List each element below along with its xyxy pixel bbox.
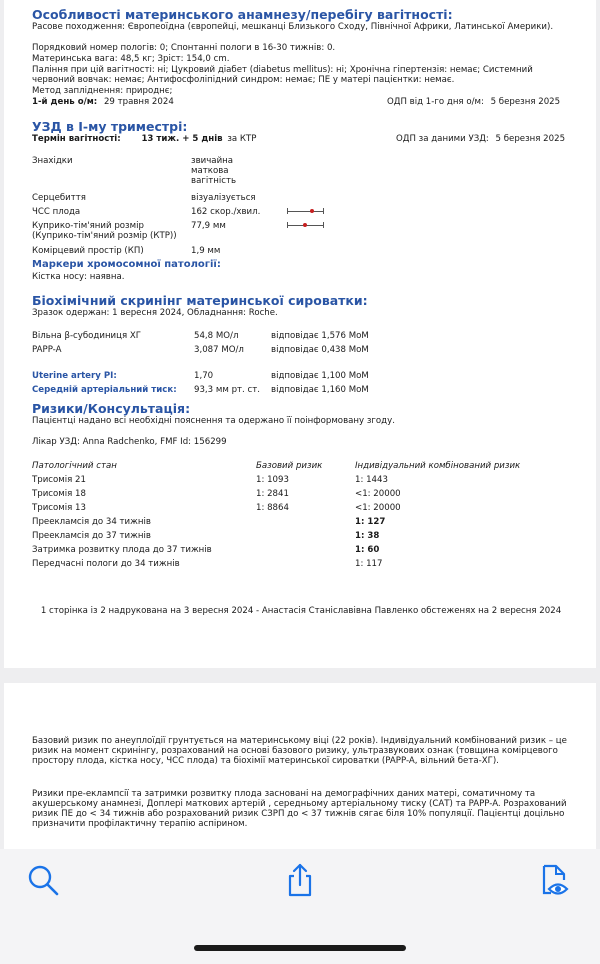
document-markup-icon[interactable]: [538, 863, 572, 897]
term-label: Термін вагітності:: [32, 134, 121, 144]
risk-header-condition: Патологічний стан: [32, 461, 117, 471]
risk-row-base: 1: 8864: [256, 503, 289, 513]
risk-row-individual: 1: 127: [355, 517, 386, 527]
biochem-title: Біохімічний скринінг материнської сироватки:: [32, 293, 368, 308]
uterine-value: 1,70: [194, 371, 214, 381]
term-value: 13 тиж. + 5 днів: [141, 134, 223, 144]
conditions-text: Паління при цій вагітності: ні; Цукровий діабет (diabetus mellitus): ні; Хронічна гіпертензія: немає; Системний червоний вовчак: немає; Антифосфоліпідний синдром: немає; ПЕ у матері пацієнтки: немає.: [32, 65, 533, 85]
search-icon[interactable]: [26, 863, 60, 897]
risk-row-individual: 1: 60: [355, 545, 380, 555]
doctor-text: Лікар УЗД: Anna Radchenko, FMF Id: 156299: [32, 437, 227, 447]
page-footer: 1 сторінка із 2 надрукована на 3 вересня 2024 - Анастасія Станіславівна Павленко обстеженях на 2 вересня 2024: [40, 606, 562, 616]
sample-text: Зразок одержан: 1 вересня 2024, Обладнання: Roche.: [32, 308, 278, 318]
lmp-value: 29 травня 2024: [103, 97, 174, 107]
us-row-value: візуалізується: [191, 193, 256, 203]
lmp-line: [32, 97, 174, 107]
weight-text: Материнська вага: 48,5 кг; Зріст: 154,0 cm.: [32, 54, 230, 64]
risk-row-individual: 1: 1443: [355, 475, 388, 485]
biochem-row-label: Вільна β-субодиниця ХГ: [32, 331, 142, 341]
anamnesis-title: Особливості материнського анамнезу/перебігу вагітності:: [32, 7, 453, 22]
us-row-label: Комірцевий простір (КП): [32, 246, 144, 256]
risks-title: Ризики/Консультація:: [32, 401, 191, 416]
us-row-value: 1,9 мм: [191, 246, 221, 256]
consent-text: Пацієнтці надано всі необхідні пояснення та одержано її поінформовану згоду.: [32, 416, 395, 426]
map-mom: відповідає 1,160 МоМ: [271, 385, 369, 395]
risk-row-individual: 1: 38: [355, 531, 380, 541]
map-value: 93,3 мм рт. ст.: [194, 385, 260, 395]
risk-row-condition: Передчасні пологи до 34 тижнів: [32, 559, 180, 569]
markers-title: Маркери хромосомної патології:: [32, 259, 221, 270]
share-icon[interactable]: [283, 863, 317, 897]
map-label: Середній артеріальний тиск:: [32, 385, 177, 395]
risk-header-individual: Індивідуальний комбінований ризик: [355, 461, 521, 471]
risk-row-base: 1: 1093: [256, 475, 289, 485]
us-row-label: Куприко-тім'яний розмір (Куприко-тім'яний розмір (КТР)): [32, 221, 177, 241]
ultrasound-title: УЗД в І-му триместрі:: [32, 119, 188, 134]
report-page-2: [4, 683, 596, 849]
report-page-1: [4, 0, 596, 668]
term-suffix: за КТР: [227, 134, 257, 144]
risk-row-individual: <1: 20000: [355, 489, 401, 499]
uterine-label: Uterine artery PI:: [32, 371, 117, 381]
home-indicator[interactable]: [194, 945, 406, 951]
risk-row-individual: 1: 117: [355, 559, 383, 569]
risk-row-condition: Трисомія 21: [32, 475, 86, 485]
biochem-row-value: 54,8 МО/л: [194, 331, 239, 341]
risk-row-individual: <1: 20000: [355, 503, 401, 513]
edd-us-line: [396, 134, 565, 144]
edd-us-label: ОДП за даними УЗД:: [396, 134, 489, 144]
us-row-value: 162 скор./хвил.: [191, 207, 261, 217]
bottom-toolbar: [0, 849, 600, 964]
term-line: [32, 134, 256, 144]
race-text: Расове походження: Європеоїдна (європейці, мешканці Близького Сходу, Північної Африки, Латинської Америки).: [32, 22, 554, 32]
us-row-value: 77,9 мм: [191, 221, 226, 231]
nasal-bone-text: Кістка носу: наявна.: [32, 272, 125, 282]
us-row-value: звичайна маткова вагітність: [191, 156, 237, 186]
births-text: Порядковий номер пологів: 0; Спонтанні пологи в 16-30 тижнів: 0.: [32, 43, 336, 53]
base-risk-paragraph: Базовий ризик по анеуплоїдії грунтується на материнському віці (22 років). Індивідуальний комбінований ризик – це ризик на момент скринінгу, розрахований на основі базового ризику, ультразвукових ознак (товщина комірцевого простору плода, кістка носу, ЧСС плода) та біохімії материнської сироватки (PAPP-A, вільний бета-ХГ).: [32, 736, 567, 766]
us-row-label: Знахідки: [32, 156, 73, 166]
edd-lmp-line: [387, 97, 560, 107]
biochem-row-value: 3,087 МО/л: [194, 345, 244, 355]
us-row-label: ЧСС плода: [32, 207, 81, 217]
risk-row-base: 1: 2841: [256, 489, 289, 499]
risk-row-condition: Преекламсія до 37 тижнів: [32, 531, 151, 541]
edd-us-value: 5 березня 2025: [495, 134, 566, 144]
edd-lmp-label: ОДП від 1-го дня о/м:: [387, 97, 484, 107]
risk-row-condition: Затримка розвитку плода до 37 тижнів: [32, 545, 212, 555]
biochem-row-mom: відповідає 0,438 МоМ: [271, 345, 369, 355]
risk-row-condition: Преекламсія до 34 тижнів: [32, 517, 151, 527]
us-row-label: Серцебиття: [32, 193, 86, 203]
risk-row-condition: Трисомія 13: [32, 503, 86, 513]
risk-row-condition: Трисомія 18: [32, 489, 86, 499]
preeclampsia-paragraph: Ризики пре-еклампсії та затримки розвитку плода засновані на демографічних даних матері, соматичному та акушерському анамнезі, Доплері маткових артерій , середньому артеріальному тиску (САТ) та PAPP-A. Розрахований ризик ПЕ до < 34 тижнів або розрахований ризик СЗРП до < 37 тижнів сягає біля 10% популяції. Пацієнтці доцільно призначити профілактичну терапію аспірином.: [32, 789, 567, 829]
risk-header-base: Базовий ризик: [256, 461, 323, 471]
conception-text: Метод запліднення: природнє;: [32, 86, 173, 96]
biochem-row-label: PAPP-A: [32, 345, 62, 355]
biochem-row-mom: відповідає 1,576 МоМ: [271, 331, 369, 341]
uterine-mom: відповідає 1,100 МоМ: [271, 371, 369, 381]
lmp-label: 1-й день о/м:: [32, 97, 98, 107]
edd-lmp-value: 5 березня 2025: [490, 97, 561, 107]
